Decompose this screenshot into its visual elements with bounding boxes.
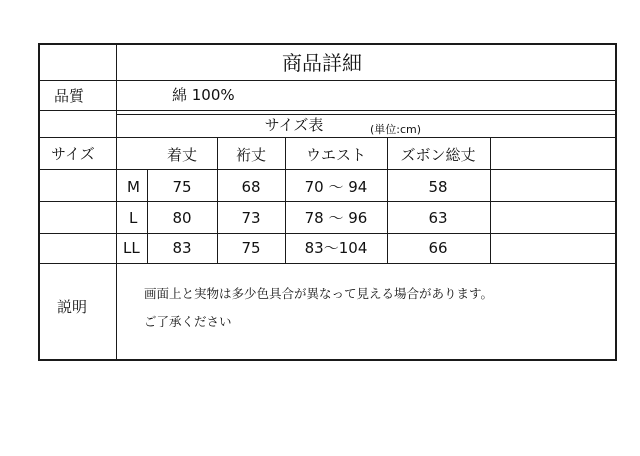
table-cell: 66	[428, 239, 448, 257]
column-header-pants-length: ズボン総丈	[400, 146, 476, 164]
rule-after-title	[38, 80, 616, 81]
column-header-length: 着丈	[166, 146, 198, 164]
row-size-ll: LL	[123, 239, 140, 257]
table-border-bottom	[38, 359, 617, 361]
material-value: 綿 100%	[172, 86, 235, 104]
table-cell: 83〜104	[304, 239, 368, 257]
size-col-divider-1	[147, 169, 148, 263]
table-title: 商品詳細	[282, 51, 362, 75]
rule-after-row-l	[38, 233, 616, 234]
table-cell: 75	[241, 239, 261, 257]
description-line-1: 画面上と実物は多少色具合が異なって見える場合があります。	[144, 286, 494, 301]
table-cell: 75	[172, 178, 192, 196]
column-header-sleeve: 裄丈	[235, 146, 267, 164]
rule-after-row-ll	[38, 263, 616, 264]
table-border-right	[615, 43, 617, 361]
size-row-label: サイズ	[51, 145, 95, 163]
size-col-divider-5	[490, 137, 491, 263]
rule-after-blank	[116, 114, 616, 115]
rule-after-size-heading	[38, 137, 616, 138]
table-cell: 73	[241, 209, 261, 227]
description-label: 説明	[57, 298, 88, 316]
table-cell: 70 〜 94	[304, 178, 368, 196]
size-col-divider-4	[387, 137, 388, 263]
table-cell: 63	[428, 209, 448, 227]
table-border-left	[38, 43, 40, 361]
row-size-l: L	[129, 209, 138, 227]
table-cell: 68	[241, 178, 261, 196]
description-line-2: ご了承ください	[144, 314, 232, 329]
table-cell: 83	[172, 239, 192, 257]
table-cell: 78 〜 96	[304, 209, 368, 227]
material-label: 品質	[54, 87, 85, 105]
size-col-divider-3	[285, 137, 286, 263]
table-cell: 58	[428, 178, 448, 196]
unit-note: (単位:cm)	[370, 123, 422, 136]
size-table-heading: サイズ表	[264, 116, 324, 134]
size-col-divider-2	[217, 137, 218, 263]
rule-after-columns	[38, 169, 616, 170]
rule-after-row-m	[38, 201, 616, 202]
table-border-top	[38, 43, 617, 45]
row-size-m: M	[127, 178, 140, 196]
column-header-waist: ウエスト	[305, 146, 367, 164]
rule-after-material	[38, 110, 616, 111]
table-cell: 80	[172, 209, 192, 227]
